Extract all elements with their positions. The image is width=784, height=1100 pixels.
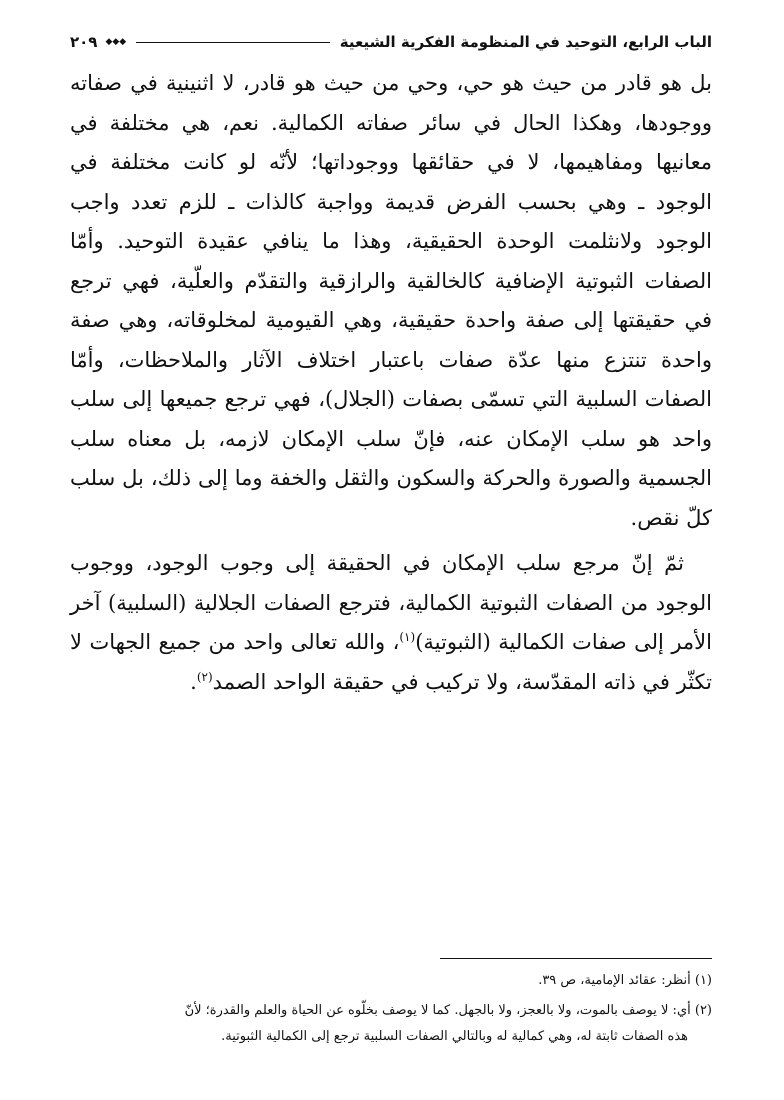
paragraph-2 <box>70 544 712 702</box>
paragraph-2-end: . <box>190 669 197 694</box>
diamond-ornament-icon: ◆◆◆ <box>105 37 127 47</box>
paragraph-2-part-b: ، والله تعالى واحد من جميع الجهات لا تكثّر في ذاته المقدّسة، ولا تركيب في حقيقة الواحد الصمد <box>70 630 712 694</box>
footnote-ref-2[interactable]: (٢) <box>196 669 213 684</box>
footnote-2-line-1: (٢) أي: لا يوصف بالموت، ولا بالعجز، ولا بالجهل. كما لا يوصف بخلّوه عن الحياة والعلم والقدرة؛ لأنّ <box>184 1003 712 1018</box>
footnote-ref-1[interactable]: (١) <box>399 630 416 644</box>
main-text <box>70 64 712 702</box>
footnote-2-line-2: هذه الصفات ثابتة له، وهي كمالية له وبالتالي الصفات السلبية ترجع إلى الكمالية الثبوتية. <box>221 1029 688 1044</box>
paragraph-1: بل هو قادر من حيث هو حي، وحي من حيث هو قادر، لا اثنينية في صفاته ووجودها، وهكذا الحال في سائر صفاته الكمالية. نعم، هي مختلفة في معانيها ومفاهيمها، لا في حقائقها ووجوداتها؛ لأنّه لو كانت مختلفة في الوجود ـ وهي بحسب الفرض قديمة وواجبة كالذات ـ للزم تعدد واجب الوجود ولانثلمت الوحدة الحقيقية، وهذا ما ينافي عقيدة التوحيد. وأمّا الصفات الثبوتية الإضافية كالخالقية والرازقية والتقدّم والعلّية، فهي ترجع في حقيقتها إلى صفة واحدة حقيقية، وهي القيومية لمخلوقاته، وهي صفة واحدة تنتزع منها عدّة صفات باعتبار اختلاف الآثار والملاحظات، وأمّا الصفات السلبية التي تسمّى بصفات (الجلال)، فهي ترجع جميعها إلى سلب واحد هو سلب الإمكان عنه، فإنّ سلب الإمكان لازمه، بل معناه سلب الجسمية والصورة والحركة والسكون والثقل والخفة وما إلى ذلك، بل سلب كلّ نقص. <box>70 71 712 530</box>
footnote-2 <box>70 998 712 1050</box>
footnote-separator <box>440 958 712 959</box>
page-number: ٢٠٩ <box>70 33 98 51</box>
paragraph-2-part-a: ثمّ إنّ مرجع سلب الإمكان في الحقيقة إلى وجوب الوجود، ووجوب الوجود من الصفات الثبوتية الكمالية، فترجع الصفات الجلالية (السلبية) آخر الأمر إلى صفات الكمالية (الثبوتية) <box>70 551 712 654</box>
footnotes <box>70 968 712 1054</box>
chapter-title: الباب الرابع، التوحيد في المنظومة الفكرية الشيعية <box>339 33 712 51</box>
footnote-1: (١) أنظر: عقائد الإمامية، ص ٣٩. <box>538 973 712 988</box>
header-rule <box>136 42 330 43</box>
running-header <box>70 28 712 56</box>
